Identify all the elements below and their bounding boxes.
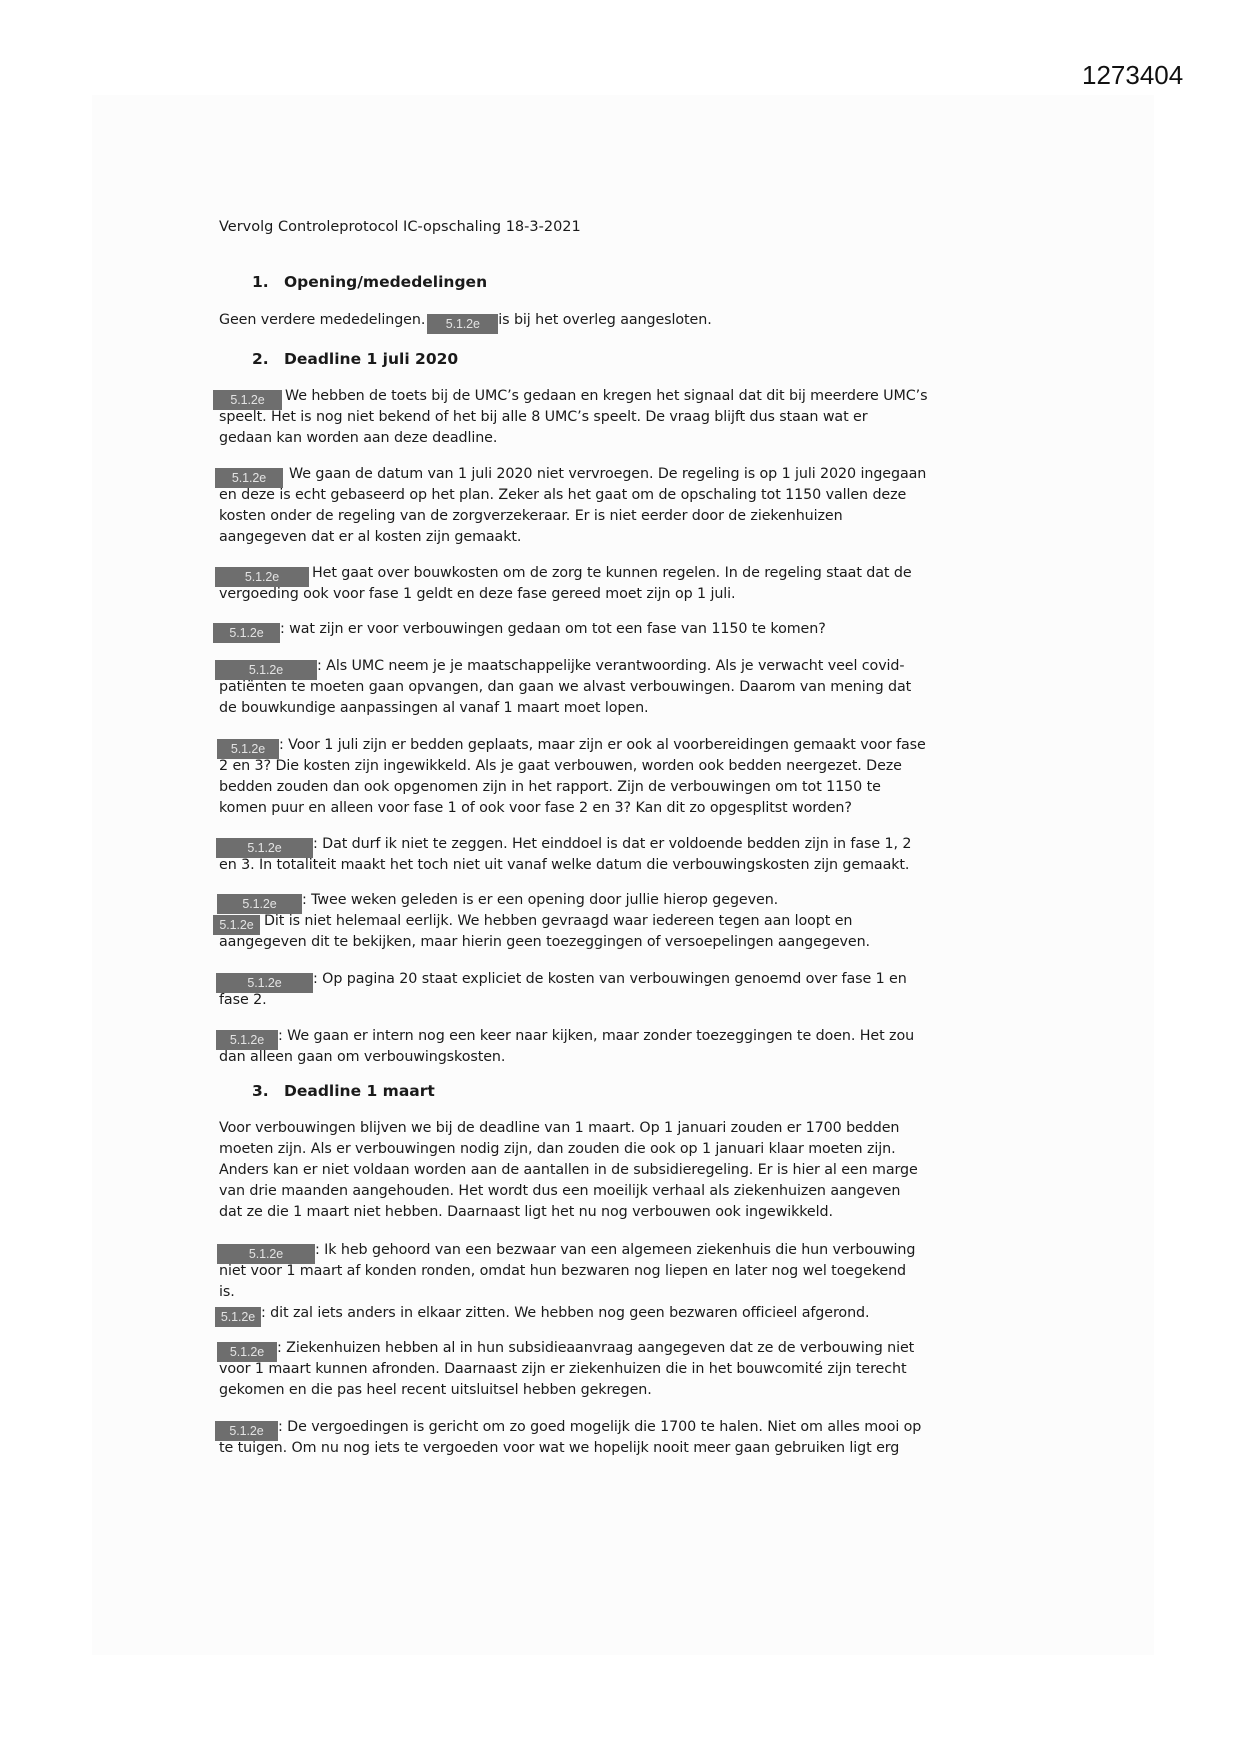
text: : We gaan er intern nog een keer naar kijken, maar zonder toezeggingen te doen. Het zou <box>278 1028 915 1044</box>
text: We gaan de datum van 1 juli 2020 niet vervroegen. De regeling is op 1 juli 2020 ingegaan <box>289 466 927 482</box>
text: : De vergoedingen is gericht om zo goed mogelijk die 1700 te halen. Niet om alles mooi op <box>278 1419 922 1435</box>
paragraph-13 <box>219 1240 915 1324</box>
line: 2 en 3? Die kosten zijn ingewikkeld. Als je gaat verbouwen, worden ook bedden neergezet. Deze <box>219 758 902 774</box>
text: Dit is niet helemaal eerlijk. We hebben gevraagd waar iedereen tegen aan loopt en <box>264 913 853 929</box>
section-title: Deadline 1 juli 2020 <box>284 350 459 368</box>
line <box>219 1417 921 1438</box>
line: moeten zijn. Als er verbouwingen nodig zijn, dan zouden die ook op 1 januari klaar moeten zijn. <box>219 1141 896 1157</box>
line: dat ze die 1 maart niet hebben. Daarnaast ligt het nu nog verbouwen ook ingewikkeld. <box>219 1204 833 1220</box>
line <box>219 619 826 640</box>
text: : dit zal iets anders in elkaar zitten. We hebben nog geen bezwaren officieel afgerond. <box>261 1305 870 1321</box>
paragraph-5 <box>219 619 826 640</box>
section-title: Opening/mededelingen <box>284 273 488 291</box>
line: komen puur en alleen voor fase 1 of ook voor fase 2 en 3? Kan dit zo opgesplitst worden? <box>219 800 852 816</box>
redaction-box: 5.1.2e <box>215 567 309 587</box>
text: is bij het overleg aangesloten. <box>498 312 712 328</box>
line: de bouwkundige aanpassingen al vanaf 1 maart moet lopen. <box>219 700 649 716</box>
text: : Op pagina 20 staat expliciet de kosten van verbouwingen genoemd over fase 1 en <box>313 971 907 987</box>
paragraph-1 <box>219 310 712 331</box>
redaction-box: 5.1.2e <box>216 973 313 993</box>
line <box>219 834 911 855</box>
text: Geen verdere mededelingen. <box>219 312 426 328</box>
paragraph-14 <box>219 1338 914 1401</box>
redaction-box: 5.1.2e <box>213 623 280 643</box>
section-number: 3. <box>252 1082 269 1100</box>
redaction-box: 5.1.2e <box>213 915 260 935</box>
redaction-box: 5.1.2e <box>215 1307 261 1327</box>
line: van drie maanden aangehouden. Het wordt dus een moeilijk verhaal als ziekenhuizen aangeven <box>219 1183 901 1199</box>
redaction-box: 5.1.2e <box>427 314 498 334</box>
redaction-box: 5.1.2e <box>216 838 313 858</box>
redaction-box: 5.1.2e <box>216 1030 278 1050</box>
line: vergoeding ook voor fase 1 geldt en deze fase gereed moet zijn op 1 juli. <box>219 586 736 602</box>
redaction-box: 5.1.2e <box>213 390 282 410</box>
paragraph-11 <box>219 1026 914 1068</box>
line <box>219 1240 915 1261</box>
section-heading-3 <box>252 1082 435 1100</box>
text: : Ik heb gehoord van een bezwaar van een algemeen ziekenhuis die hun verbouwing <box>315 1242 916 1258</box>
line: Voor verbouwingen blijven we bij de deadline van 1 maart. Op 1 januari zouden er 1700 bedden <box>219 1120 900 1136</box>
line: en deze is echt gebaseerd op het plan. Zeker als het gaat om de opschaling tot 1150 vallen deze <box>219 487 907 503</box>
paragraph-2 <box>219 386 927 449</box>
redaction-box: 5.1.2e <box>217 739 279 759</box>
line: gedaan kan worden aan deze deadline. <box>219 430 498 446</box>
redaction-box: 5.1.2e <box>217 1342 277 1362</box>
text: : Dat durf ik niet te zeggen. Het einddoel is dat er voldoende bedden zijn in fase 1, 2 <box>313 836 912 852</box>
paragraph-15 <box>219 1417 921 1459</box>
redaction-box: 5.1.2e <box>217 1244 315 1264</box>
text: : wat zijn er voor verbouwingen gedaan om tot een fase van 1150 te komen? <box>280 621 826 637</box>
section-title: Deadline 1 maart <box>284 1082 435 1100</box>
paragraph-7 <box>219 735 926 819</box>
line: bedden zouden dan ook opgenomen zijn in het rapport. Zijn de verbouwingen om tot 1150 te <box>219 779 881 795</box>
paragraph-4 <box>219 563 912 605</box>
line: niet voor 1 maart af konden ronden, omdat hun bezwaren nog liepen en later nog wel toegekend <box>219 1263 907 1279</box>
line <box>219 911 870 932</box>
line: en 3. In totaliteit maakt het toch niet uit vanaf welke datum die verbouwingskosten zijn gemaakt. <box>219 857 910 873</box>
section-heading-1 <box>252 273 487 291</box>
section-heading-2 <box>252 350 458 368</box>
redaction-box: 5.1.2e <box>215 660 317 680</box>
text: We hebben de toets bij de UMC’s gedaan en kregen het signaal dat dit bij meerdere UMC’s <box>285 388 928 404</box>
paragraph-3 <box>219 464 926 548</box>
text: Het gaat over bouwkosten om de zorg te kunnen regelen. In de regeling staat dat de <box>312 565 912 581</box>
line <box>219 563 912 584</box>
paragraph-8 <box>219 834 911 876</box>
redaction-box: 5.1.2e <box>215 1421 278 1441</box>
line: voor 1 maart kunnen afronden. Daarnaast zijn er ziekenhuizen die in het bouwcomité zijn terecht <box>219 1361 907 1377</box>
section-number: 2. <box>252 350 269 368</box>
line: gekomen en die pas heel recent uitsluitsel hebben gekregen. <box>219 1382 652 1398</box>
text: : Als UMC neem je je maatschappelijke verantwoording. Als je verwacht veel covid- <box>317 658 905 674</box>
redaction-box: 5.1.2e <box>215 468 283 488</box>
line <box>219 310 712 331</box>
redaction-box: 5.1.2e <box>217 894 302 914</box>
line <box>219 1338 914 1359</box>
document-number: 1273404 <box>1082 60 1184 90</box>
line: te tuigen. Om nu nog iets te vergoeden voor wat we hopelijk nooit meer gaan gebruiken ligt erg <box>219 1440 900 1456</box>
text: : Voor 1 juli zijn er bedden geplaats, maar zijn er ook al voorbereidingen gemaakt voor fase <box>279 737 926 753</box>
line: fase 2. <box>219 992 267 1008</box>
line <box>219 656 911 677</box>
line: aangegeven dit te bekijken, maar hierin geen toezeggingen of versoepelingen aangegeven. <box>219 934 870 950</box>
line <box>219 969 907 990</box>
line: speelt. Het is nog niet bekend of het bij alle 8 UMC’s speelt. De vraag blijft dus staan wat er <box>219 409 868 425</box>
line: aangegeven dat er al kosten zijn gemaakt. <box>219 529 522 545</box>
line <box>219 735 926 756</box>
paragraph-10 <box>219 969 907 1011</box>
line <box>219 386 927 407</box>
paragraph-12 <box>219 1118 918 1223</box>
paragraph-9 <box>219 890 870 953</box>
line: is. <box>219 1284 235 1300</box>
line: Anders kan er niet voldaan worden aan de aantallen in de subsidieregeling. Er is hier al een marge <box>219 1162 918 1178</box>
section-number: 1. <box>252 273 269 291</box>
line: dan alleen gaan om verbouwingskosten. <box>219 1049 506 1065</box>
line <box>219 1303 915 1324</box>
text: : Twee weken geleden is er een opening door jullie hierop gegeven. <box>302 892 779 908</box>
document-title: Vervolg Controleprotocol IC-opschaling 18-3-2021 <box>219 219 581 235</box>
line: kosten onder de regeling van de zorgverzekeraar. Er is niet eerder door de ziekenhuizen <box>219 508 843 524</box>
line <box>219 890 870 911</box>
line: patiënten te moeten gaan opvangen, dan gaan we alvast verbouwingen. Daarom van mening dat <box>219 679 912 695</box>
line <box>219 1026 914 1047</box>
text: : Ziekenhuizen hebben al in hun subsidieaanvraag aangegeven dat ze de verbouwing niet <box>277 1340 915 1356</box>
line <box>219 464 926 485</box>
paragraph-6 <box>219 656 911 719</box>
